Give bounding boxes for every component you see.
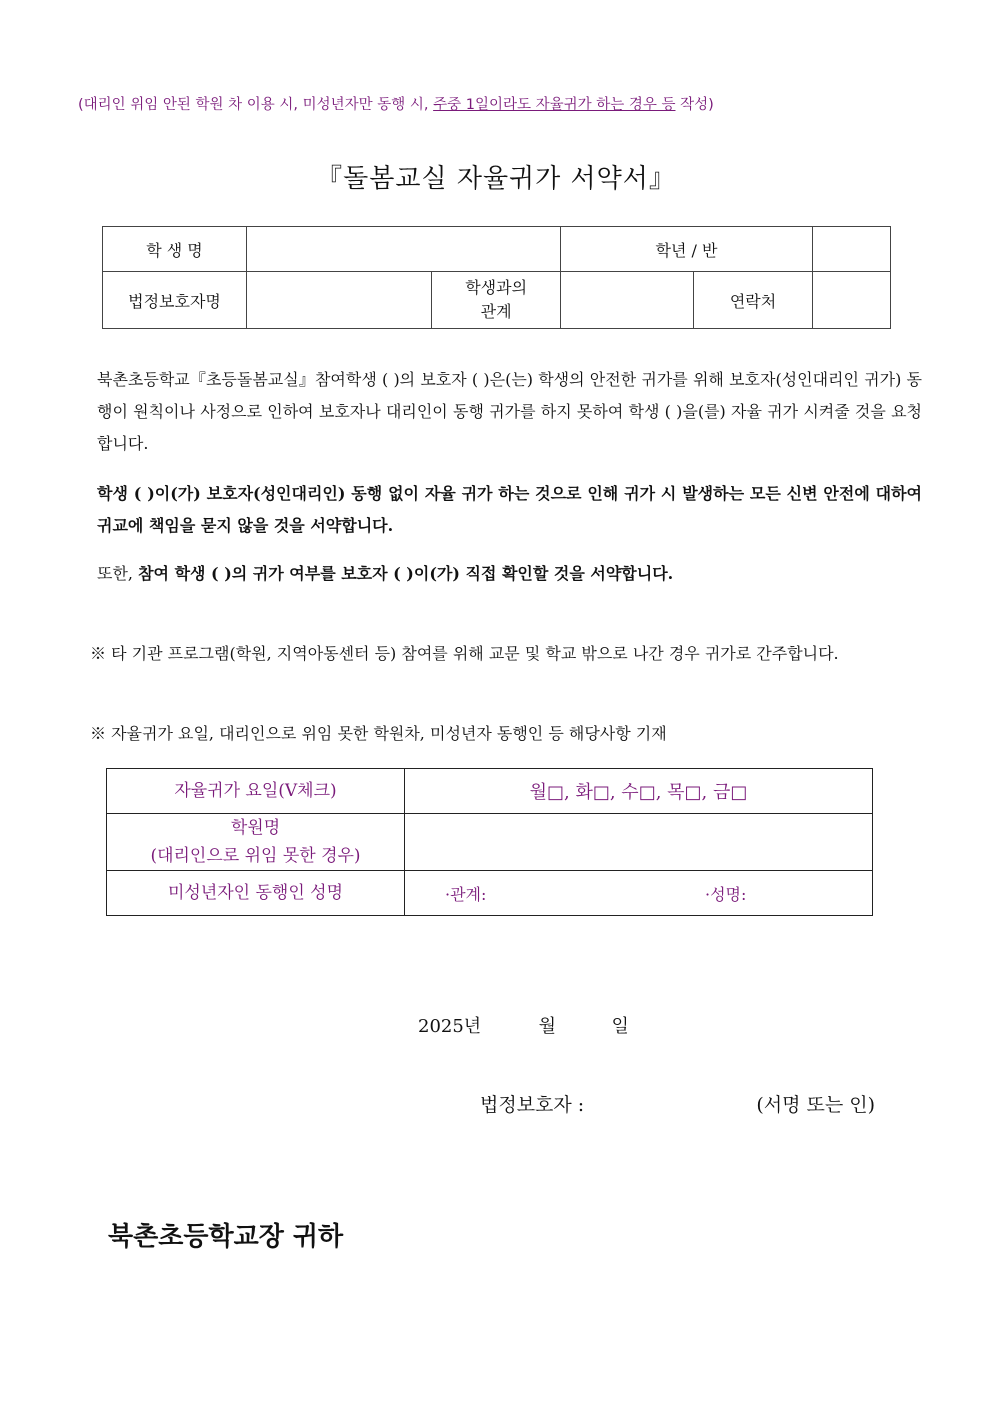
student-info-table: [102, 226, 891, 329]
signature-label: 법정보호자 :: [480, 1094, 585, 1116]
academy-label-line1: 학원명: [230, 818, 281, 838]
contact-field[interactable]: [813, 272, 891, 329]
relation-field[interactable]: [561, 272, 694, 329]
relation-label-line2: 관계: [480, 302, 512, 321]
contact-label: 연락처: [694, 272, 813, 329]
date-month: 월: [538, 1016, 557, 1037]
academy-label: [107, 814, 405, 871]
notice-part2: 작성): [675, 97, 714, 113]
academy-field[interactable]: [405, 814, 873, 871]
guardian-label: 법정보호자명: [103, 272, 247, 329]
date-day: 일: [611, 1016, 629, 1037]
confirmation-prefix: 또한,: [97, 564, 139, 583]
confirmation-paragraph: [97, 558, 922, 590]
date-year: 2025년: [418, 1016, 482, 1037]
academy-row: [107, 814, 873, 871]
days-checkboxes[interactable]: 월□, 화□, 수□, 목□, 금□: [405, 769, 873, 814]
note-other-programs: ※ 타 기관 프로그램(학원, 지역아동센터 등) 참여를 위해 교문 및 학교 밖으로 나간 경우 귀가로 간주합니다.: [90, 644, 839, 663]
addressee: 북촌초등학교장 귀하: [108, 1222, 344, 1252]
relation-label: [432, 272, 561, 329]
signature-line: [480, 1090, 875, 1117]
student-name-label: 학 생 명: [103, 227, 247, 272]
info-row-2: [103, 272, 891, 329]
days-row: [107, 769, 873, 814]
signature-hint: (서명 또는 인): [756, 1094, 875, 1116]
grade-class-label: 학년 / 반: [561, 227, 813, 272]
guardian-name-field[interactable]: [247, 272, 432, 329]
relation-label-line1: 학생과의: [465, 278, 528, 297]
note-fill-in: ※ 자율귀가 요일, 대리인으로 위임 못한 학원차, 미성년자 동행인 등 해당사항 기재: [90, 724, 667, 743]
grade-class-field[interactable]: [813, 227, 891, 272]
notice-underlined: 주중 1일이라도 자율귀가 하는 경우 등: [433, 97, 676, 113]
confirmation-bold: 참여 학생 ( )의 귀가 여부를 보호자 ( )이(가) 직접 확인할 것을 서약합니다.: [138, 564, 674, 583]
info-row-1: [103, 227, 891, 272]
minor-companion-row: [107, 871, 873, 916]
companion-relation-field: ·관계:: [445, 885, 487, 904]
days-label: 자율귀가 요일(V체크): [107, 769, 405, 814]
document-title: 『돌봄교실 자율귀가 서약서』: [316, 164, 676, 194]
student-name-field[interactable]: [247, 227, 561, 272]
companion-name-field: ·성명:: [705, 885, 747, 904]
academy-label-line2: (대리인으로 위임 못한 경우): [150, 846, 361, 866]
self-return-details-table: [106, 768, 873, 916]
notice-top: [78, 93, 714, 114]
minor-companion-label: 미성년자인 동행인 성명: [107, 871, 405, 916]
pledge-paragraph: 학생 ( )이(가) 보호자(성인대리인) 동행 없이 자율 귀가 하는 것으로 인해 귀가 시 발생하는 모든 신변 안전에 대하여 귀교에 책임을 묻지 않을 것을 서약합니다.: [97, 484, 922, 535]
minor-companion-field[interactable]: [405, 871, 873, 916]
date-line: [418, 1012, 629, 1038]
request-paragraph: 북촌초등학교『초등돌봄교실』참여학생 ( )의 보호자 ( )은(는) 학생의 안전한 귀가를 위해 보호자(성인대리인 귀가) 동행이 원칙이나 사정으로 인하여 보호자나 대리인이 동행 귀가를 하지 못하여 학생 ( )을(를) 자율 귀가 시켜줄 것을 요청합니다.: [97, 370, 922, 453]
notice-part1: (대리인 위임 안된 학원 차 이용 시, 미성년자만 동행 시,: [78, 97, 434, 113]
